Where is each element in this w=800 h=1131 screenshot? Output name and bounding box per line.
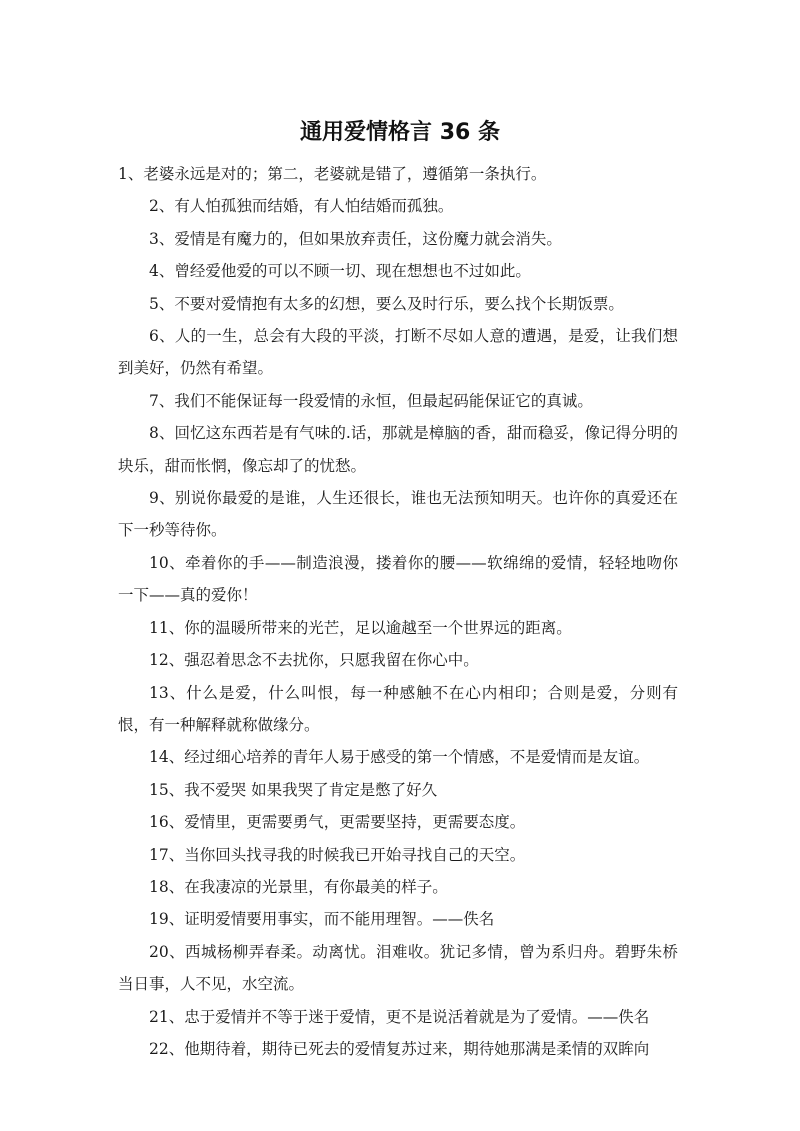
quote-paragraph: 5、不要对爱情抱有太多的幻想，要么及时行乐，要么找个长期饭票。 bbox=[149, 294, 624, 313]
quote-paragraph: 16、爱情里，更需要勇气，更需要坚持，更需要态度。 bbox=[149, 813, 526, 832]
quote-paragraph: 19、证明爱情要用事实，而不能用理智。——佚名 bbox=[149, 910, 495, 929]
quote-paragraph: 3、爱情是有魔力的，但如果放弃责任，这份魔力就会消失。 bbox=[149, 229, 562, 248]
quote-paragraph: 17、当你回头找寻我的时候我已开始寻找自己的天空。 bbox=[149, 845, 526, 864]
quote-paragraph: 12、强忍着思念不去扰你，只愿我留在你心中。 bbox=[149, 651, 479, 670]
page-title: 通用爱情格言 36 条 bbox=[300, 120, 500, 145]
quote-paragraph: 15、我不爱哭 如果我哭了肯定是憋了好久 bbox=[149, 780, 438, 799]
quote-paragraph: 8、回忆这东西若是有气味的.话，那就是樟脑的香，甜而稳妥，像记得分明的块乐，甜而怅惘，像忘却了的忧愁。 bbox=[118, 424, 678, 475]
quote-paragraph: 14、经过细心培养的青年人易于感受的第一个情感，不是爱情而是友谊。 bbox=[149, 748, 650, 767]
quote-paragraph: 9、别说你最爱的是谁，人生还很长，谁也无法预知明天。也许你的真爱还在下一秒等待你。 bbox=[118, 489, 678, 540]
quote-paragraph: 21、忠于爱情并不等于迷于爱情，更不是说活着就是为了爱情。——佚名 bbox=[149, 1007, 650, 1026]
quote-paragraph: 11、你的温暖所带来的光芒，足以逾越至一个世界远的距离。 bbox=[149, 618, 572, 637]
quote-paragraph: 20、西城杨柳弄春柔。动离忧。泪难收。犹记多情，曾为系归舟。碧野朱桥当日事，人不见，水空流。 bbox=[118, 942, 678, 994]
quote-list bbox=[118, 158, 678, 1065]
quote-paragraph: 4、曾经爱他爱的可以不顾一切、现在想想也不过如此。 bbox=[149, 262, 531, 281]
quote-paragraph: 7、我们不能保证每一段爱情的永恒，但最起码能保证它的真诚。 bbox=[149, 391, 593, 410]
quote-paragraph: 6、人的一生，总会有大段的平淡，打断不尽如人意的遭遇，是爱，让我们想到美好，仍然有希望。 bbox=[118, 327, 678, 378]
quote-paragraph: 10、牵着你的手——制造浪漫，搂着你的腰——软绵绵的爱情，轻轻地吻你一下——真的爱你！ bbox=[118, 553, 678, 605]
quote-paragraph: 2、有人怕孤独而结婚，有人怕结婚而孤独。 bbox=[149, 197, 454, 216]
quote-paragraph: 13、什么是爱，什么叫恨，每一种感触不在心内相印；合则是爱，分则有恨，有一种解释就称做缘分。 bbox=[118, 683, 678, 734]
quote-paragraph: 1、老婆永远是对的；第二，老婆就是错了，遵循第一条执行。 bbox=[118, 165, 547, 183]
quote-paragraph: 22、他期待着，期待已死去的爱情复苏过来，期待她那满是柔情的双眸向 bbox=[149, 1039, 650, 1058]
quote-paragraph: 18、在我凄凉的光景里，有你最美的样子。 bbox=[149, 877, 448, 896]
